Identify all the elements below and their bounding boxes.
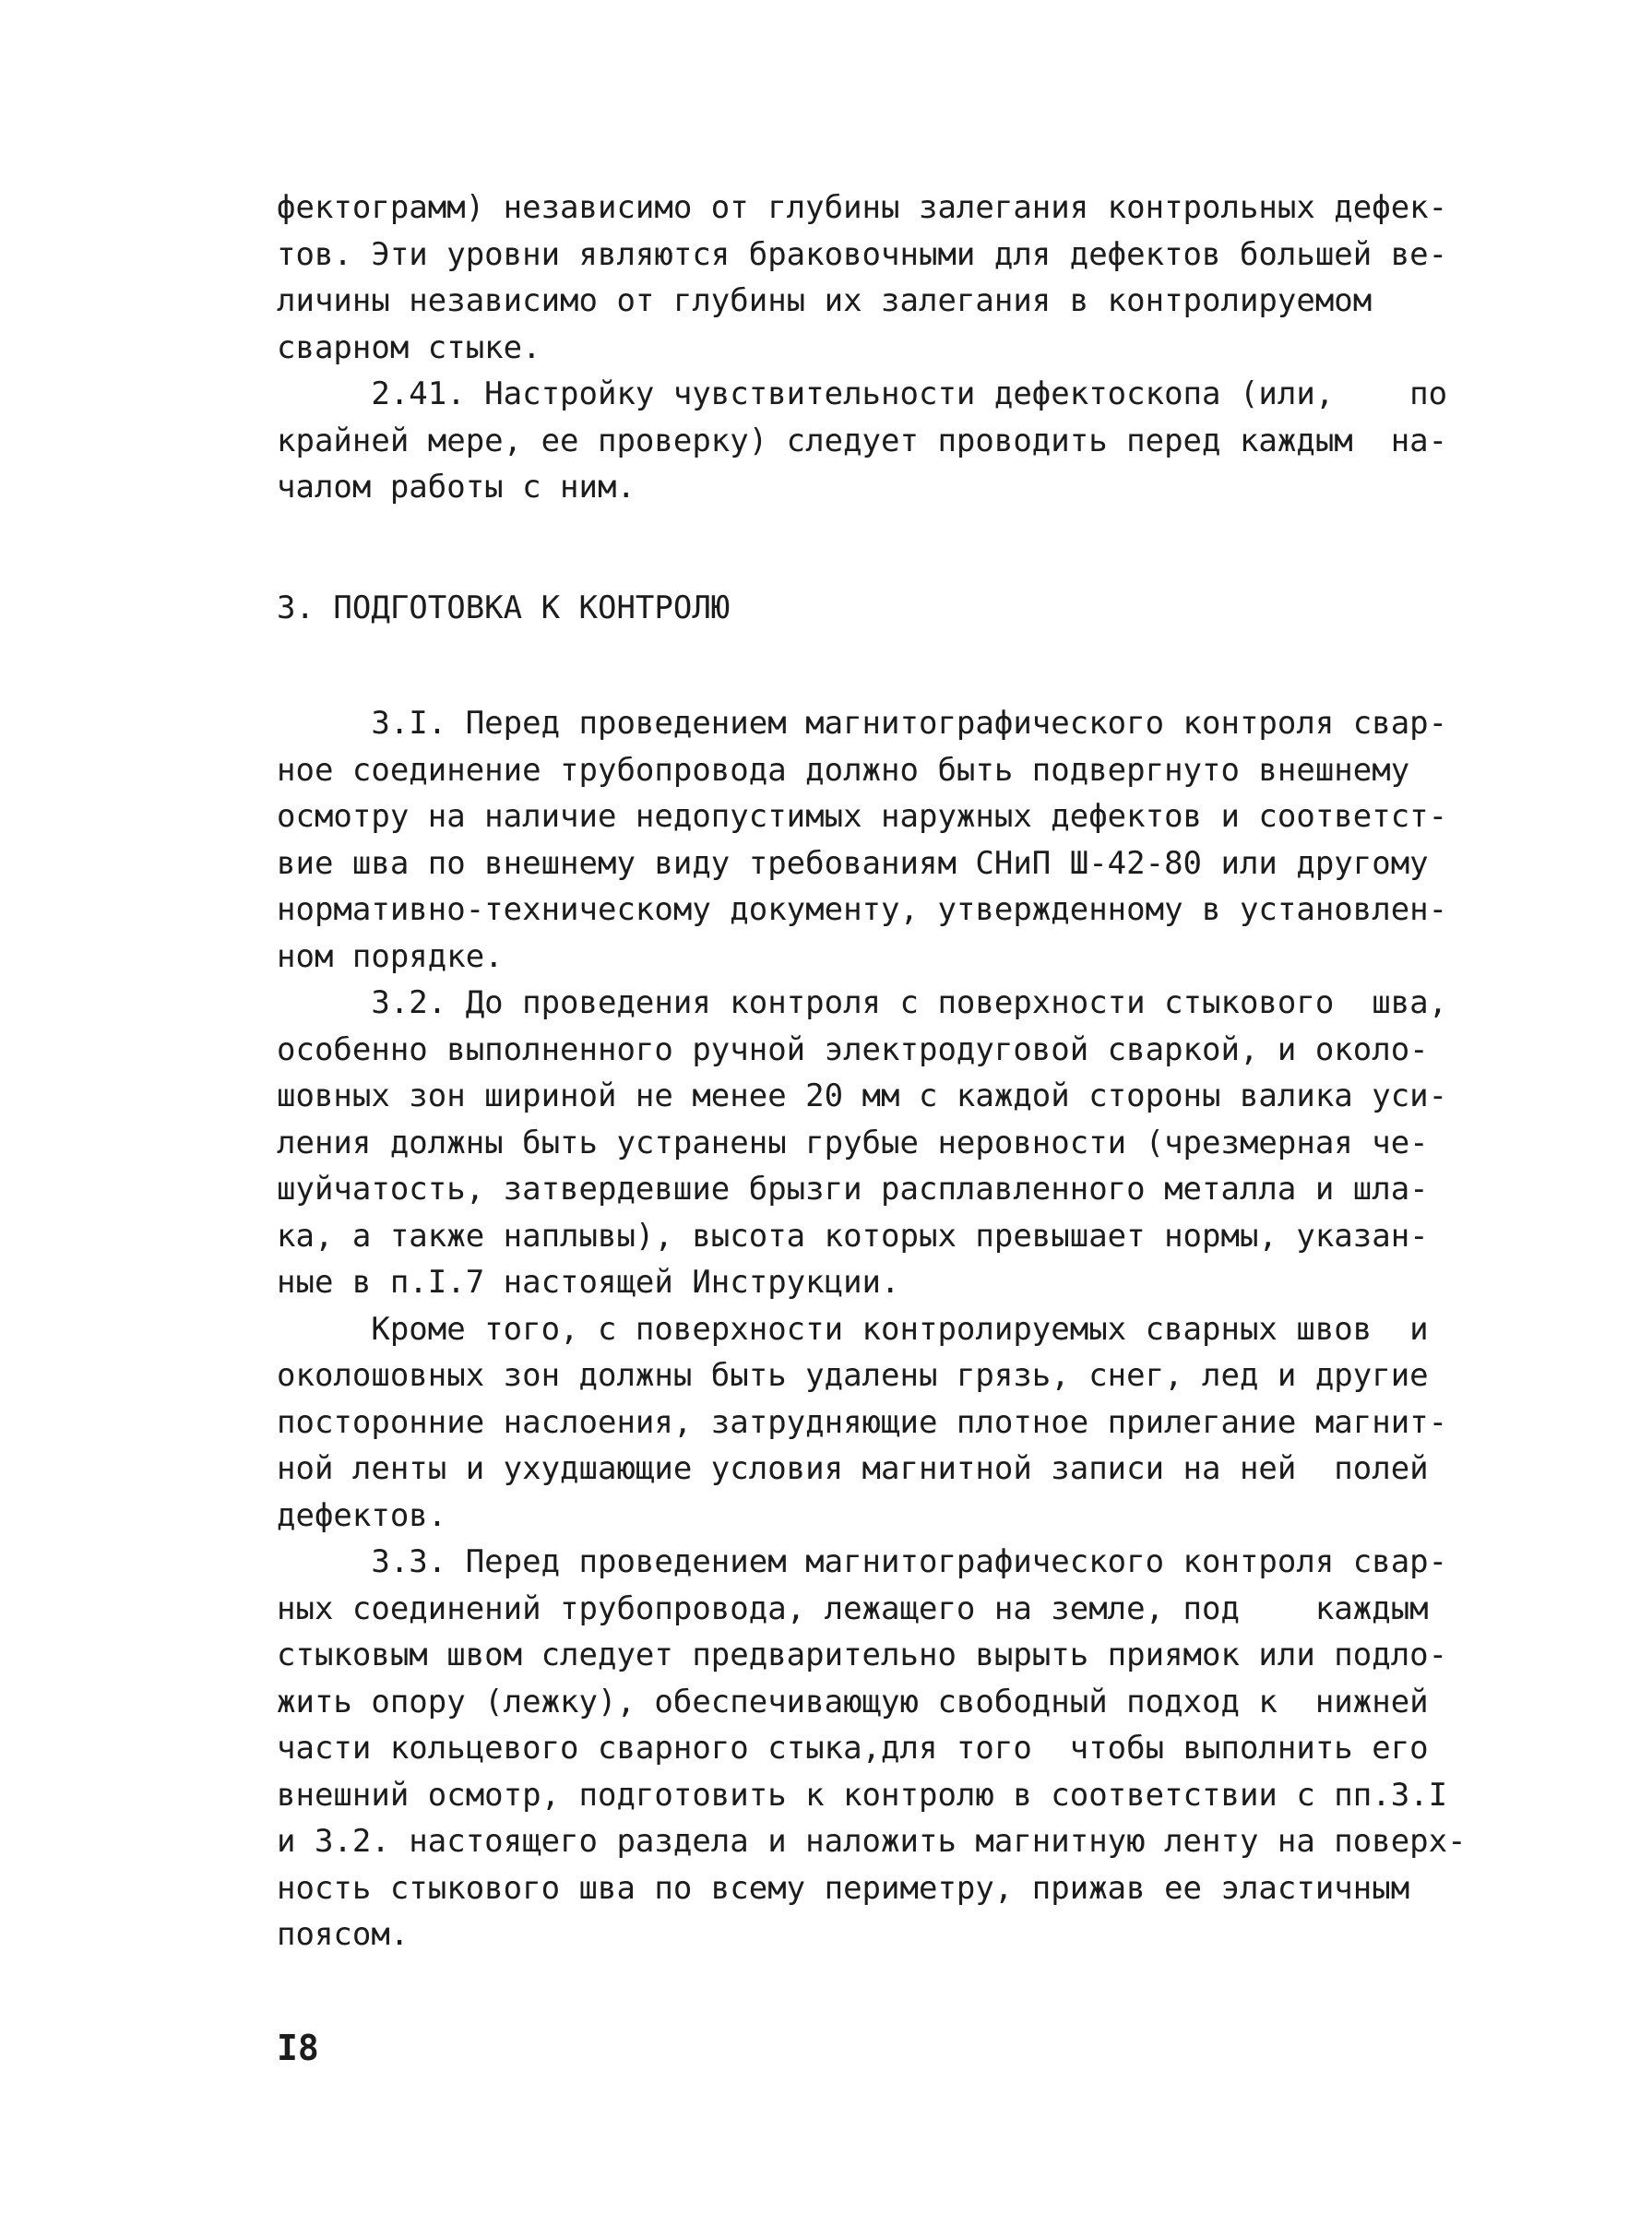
paragraph-2-41 [277, 371, 1476, 511]
document-body [277, 184, 1476, 1958]
text-line: фектограмм) независимо от глубины залегания контрольных дефек- [277, 189, 1448, 226]
text-line: шуйчатость, затвердевшие брызги расплавленного металла и шла- [277, 1171, 1429, 1208]
section-heading: 3. ПОДГОТОВКА К КОНТРОЛЮ [277, 589, 731, 626]
paragraph-3-3 [277, 1539, 1476, 1958]
text-line: внешний осмотр, подготовить к контролю в соответствии с пп.3.I [277, 1776, 1448, 1814]
text-line: околошовных зон должны быть удалены грязь, снег, лед и другие [277, 1357, 1429, 1394]
text-line: 3.3. Перед проведением магнитографического контроля свар- [277, 1543, 1448, 1580]
text-line: чалом работы с ним. [277, 469, 636, 506]
paragraph-3-2-continuation [277, 1306, 1476, 1540]
text-line: Кроме того, с поверхности контролируемых сварных швов и [277, 1310, 1429, 1348]
text-line: ления должны быть устранены грубые неровности (чрезмерная че- [277, 1124, 1429, 1161]
text-line: ном порядке. [277, 937, 504, 975]
text-line: стыковым швом следует предварительно вырыть приямок или подло- [277, 1637, 1448, 1673]
text-line: 2.41. Настройку чувствительности дефектоскопа (или, по [277, 375, 1448, 412]
text-line: вие шва по внешнему виду требованиям СНиП Ш-42-80 или другому [277, 844, 1429, 882]
text-line: особенно выполненного ручной электродуговой сваркой, и околo- [277, 1030, 1429, 1068]
text-line: шовных зон шириной не менее 20 мм с каждой стороны валика уси- [277, 1077, 1448, 1114]
text-line: личины независимо от глубины их залегания в контролируемом [277, 282, 1373, 319]
text-line: ность стыкового шва по всему периметру, прижав ее эластичным [277, 1869, 1410, 1907]
text-line: сварном стыке. [277, 328, 541, 366]
spacer [277, 631, 1476, 700]
text-line: ка, а также наплывы), высота которых превышает нормы, указан- [277, 1217, 1429, 1255]
paragraph-3-1 [277, 700, 1476, 980]
text-line: нормативно-техническому документу, утвержденному в установлен- [277, 891, 1448, 928]
paragraph-continuation [277, 184, 1476, 371]
text-line: посторонние наслоения, затрудняющие плотное прилегание магнит- [277, 1403, 1448, 1441]
text-line: жить опору (лежку), обеспечивающую свободный подход к нижней [277, 1683, 1429, 1720]
text-line: ные в п.I.7 настоящей Инструкции. [277, 1264, 900, 1301]
spacer [277, 511, 1476, 585]
text-line: дефектов. [277, 1496, 447, 1534]
text-line: части кольцевого сварного стыка,для того чтобы выполнить его [277, 1730, 1429, 1767]
text-line: 3.2. До проведения контроля с поверхности стыкового шва, [277, 984, 1448, 1021]
text-line: ных соединений трубопровода, лежащего на земле, под каждым [277, 1589, 1429, 1627]
text-line: тов. Эти уровни являются браковочными для дефектов большей ве- [277, 235, 1448, 273]
text-line: ной ленты и ухудшающие условия магнитной записи на ней полей [277, 1450, 1429, 1487]
text-line: осмотру на наличие недопустимых наружных дефектов и соответст- [277, 798, 1448, 835]
page-number: I8 [277, 2028, 319, 2068]
text-line: поясом. [277, 1916, 410, 1953]
text-line: 3.I. Перед проведением магнитографического контроля свар- [277, 705, 1448, 742]
text-line: ное соединение трубопровода должно быть подвергнуто внешнему [277, 751, 1410, 789]
text-line: и 3.2. настоящего раздела и наложить магнитную ленту на поверх- [277, 1823, 1467, 1860]
text-line: крайней мере, ее проверку) следует проводить перед каждым на- [277, 422, 1448, 459]
paragraph-3-2 [277, 980, 1476, 1306]
